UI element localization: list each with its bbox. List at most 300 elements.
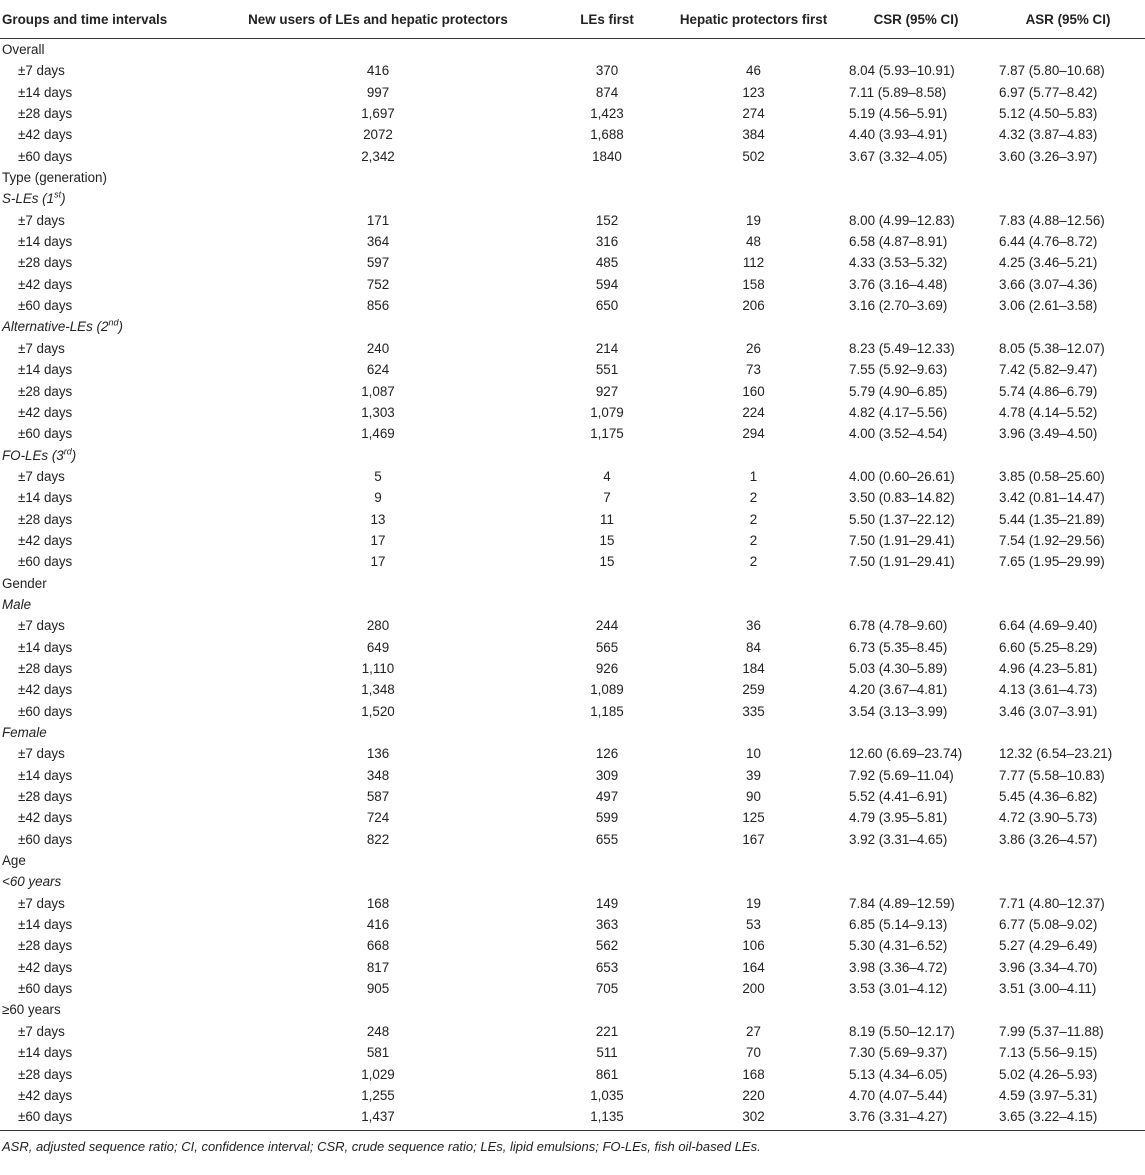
new-users: 136 xyxy=(366,746,390,762)
table-row xyxy=(0,509,1145,530)
subgroup-title-superscript: st xyxy=(54,189,62,200)
new-users: 1,087 xyxy=(361,383,395,399)
time-interval: ±14 days xyxy=(18,84,73,100)
csr-value: 6.73 (5.35–8.45) xyxy=(849,639,948,655)
hepatic-first: 224 xyxy=(742,404,765,420)
new-users: 17 xyxy=(370,532,386,548)
new-users: 1,110 xyxy=(361,660,395,676)
hepatic-first: 19 xyxy=(746,212,761,228)
time-interval: ±7 days xyxy=(18,340,65,356)
asr-value: 3.85 (0.58–25.60) xyxy=(999,468,1105,484)
time-interval: ±42 days xyxy=(18,404,73,420)
subgroup-header-row xyxy=(0,594,1145,615)
hepatic-first: 112 xyxy=(742,255,765,271)
les-first: 511 xyxy=(596,1045,618,1061)
les-first: 1,135 xyxy=(590,1109,624,1125)
les-first: 214 xyxy=(595,340,619,356)
new-users: 1,437 xyxy=(361,1109,395,1125)
les-first: 1,079 xyxy=(590,404,624,420)
csr-value: 5.50 (1.37–22.12) xyxy=(849,511,955,527)
new-users: 13 xyxy=(370,511,386,527)
group-title: Gender xyxy=(2,575,47,591)
hepatic-first: 158 xyxy=(742,276,765,292)
table-row xyxy=(0,423,1145,444)
new-users: 416 xyxy=(366,917,390,933)
time-interval: ±42 days xyxy=(18,532,73,548)
asr-value: 5.74 (4.86–6.79) xyxy=(999,383,1098,399)
table-row xyxy=(0,743,1145,764)
asr-value: 7.54 (1.92–29.56) xyxy=(999,532,1105,548)
group-title: Overall xyxy=(2,42,45,57)
asr-value: 5.44 (1.35–21.89) xyxy=(999,511,1105,527)
subgroup-title xyxy=(0,316,1145,337)
subgroup-title xyxy=(0,722,1145,743)
time-interval: ±42 days xyxy=(18,959,73,975)
table-footnote: ASR, adjusted sequence ratio; CI, confidence interval; CSR, crude sequence ratio; LEs, lipid emulsions; FO-LEs, fish oil-based LEs. xyxy=(2,1138,761,1154)
hepatic-first: 39 xyxy=(746,767,761,783)
hepatic-first: 26 xyxy=(746,340,761,356)
hepatic-first: 27 xyxy=(746,1023,761,1039)
time-interval: ±42 days xyxy=(18,682,73,698)
subgroup-header-row xyxy=(0,871,1145,892)
group-header-row xyxy=(0,167,1145,188)
time-interval: ±28 days xyxy=(18,383,73,399)
asr-value: 7.71 (4.80–12.37) xyxy=(999,895,1105,911)
table-row xyxy=(0,60,1145,81)
asr-value: 3.96 (3.34–4.70) xyxy=(999,959,1098,975)
table-row xyxy=(0,124,1145,145)
csr-value: 3.67 (3.32–4.05) xyxy=(849,148,948,164)
asr-value: 4.78 (4.14–5.52) xyxy=(999,404,1098,420)
csr-value: 3.76 (3.16–4.48) xyxy=(849,276,948,292)
table-row xyxy=(0,765,1145,786)
les-first: 11 xyxy=(600,511,614,527)
csr-value: 7.50 (1.91–29.41) xyxy=(849,554,955,570)
table-row xyxy=(0,466,1145,487)
table-body xyxy=(0,39,1145,1128)
table-row xyxy=(0,82,1145,103)
time-interval: ±28 days xyxy=(18,255,73,271)
table-row xyxy=(0,252,1145,273)
hepatic-first: 53 xyxy=(746,917,761,933)
table-row xyxy=(0,1106,1145,1127)
subgroup-header-row xyxy=(0,188,1145,209)
csr-value: 7.50 (1.91–29.41) xyxy=(849,532,955,548)
hepatic-first: 2 xyxy=(749,511,758,527)
csr-value: 5.79 (4.90–6.85) xyxy=(849,383,948,399)
time-interval: ±14 days xyxy=(18,1045,73,1061)
table-row xyxy=(0,1042,1145,1063)
new-users: 1,520 xyxy=(361,703,395,719)
new-users: 1,303 xyxy=(361,404,395,420)
hepatic-first: 1 xyxy=(749,468,758,484)
subgroup-header-row xyxy=(0,445,1145,466)
les-first: 1840 xyxy=(592,148,622,164)
new-users: 1,697 xyxy=(361,106,395,122)
hepatic-first: 302 xyxy=(742,1109,765,1125)
new-users: 856 xyxy=(366,298,390,314)
time-interval: ±60 days xyxy=(18,703,73,719)
asr-value: 4.59 (3.97–5.31) xyxy=(999,1087,1098,1103)
les-first: 316 xyxy=(595,234,619,250)
asr-value: 3.46 (3.07–3.91) xyxy=(999,703,1098,719)
subgroup-title-close: ) xyxy=(61,191,66,207)
new-users: 1,348 xyxy=(361,682,395,698)
hepatic-first: 123 xyxy=(742,84,765,100)
asr-value: 3.65 (3.22–4.15) xyxy=(999,1109,1098,1125)
asr-value: 7.83 (4.88–12.56) xyxy=(999,212,1105,228)
asr-value: 3.86 (3.26–4.57) xyxy=(999,831,1098,847)
csr-value: 7.30 (5.69–9.37) xyxy=(849,1045,948,1061)
csr-value: 4.79 (3.95–5.81) xyxy=(849,810,948,826)
header-csr: CSR (95% CI) xyxy=(841,0,991,39)
csr-value: 3.92 (3.31–4.65) xyxy=(849,831,948,847)
csr-value: 3.16 (2.70–3.69) xyxy=(849,298,948,314)
time-interval: ±28 days xyxy=(18,660,73,676)
new-users: 752 xyxy=(366,276,390,292)
time-interval: ±42 days xyxy=(18,276,73,292)
les-first: 565 xyxy=(595,639,619,655)
les-first: 562 xyxy=(595,938,619,954)
header-hepatic-first: Hepatic protectors first xyxy=(666,0,841,39)
subgroup-title-close: ) xyxy=(71,447,77,463)
hepatic-first: 48 xyxy=(746,234,761,250)
table-row xyxy=(0,146,1145,167)
subgroup-title xyxy=(0,445,1145,466)
new-users: 1,255 xyxy=(361,1087,395,1103)
time-interval: ±28 days xyxy=(18,1066,73,1082)
subgroup-title-text: <60 years xyxy=(2,874,62,890)
header-new-users: New users of LEs and hepatic protectors xyxy=(208,0,548,39)
time-interval: ±14 days xyxy=(18,234,73,250)
asr-value: 3.06 (2.61–3.58) xyxy=(999,298,1098,314)
new-users: 822 xyxy=(366,831,390,847)
csr-value: 7.11 (5.89–8.58) xyxy=(849,84,947,100)
hepatic-first: 2 xyxy=(749,490,758,506)
hepatic-first: 10 xyxy=(746,746,761,762)
new-users: 649 xyxy=(366,639,390,655)
table-row xyxy=(0,679,1145,700)
time-interval: ±28 days xyxy=(18,106,73,122)
les-first: 1,089 xyxy=(590,682,624,698)
csr-value: 8.00 (4.99–12.83) xyxy=(849,212,955,228)
time-interval: ±14 days xyxy=(18,362,73,378)
csr-value: 5.30 (4.31–6.52) xyxy=(849,938,948,954)
hepatic-first: 206 xyxy=(742,298,765,314)
asr-value: 5.12 (4.50–5.83) xyxy=(999,106,1098,122)
csr-value: 8.19 (5.50–12.17) xyxy=(849,1023,955,1039)
les-first: 551 xyxy=(595,362,619,378)
asr-value: 3.51 (3.00–4.11) xyxy=(999,981,1097,997)
csr-value: 4.82 (4.17–5.56) xyxy=(849,404,948,420)
new-users: 817 xyxy=(366,959,390,975)
subgroup-title-superscript: rd xyxy=(63,446,72,457)
table-row xyxy=(0,530,1145,551)
time-interval: ±42 days xyxy=(18,127,73,143)
les-first: 7 xyxy=(603,490,611,506)
time-interval: ±14 days xyxy=(18,917,73,933)
asr-value: 6.60 (5.25–8.29) xyxy=(999,639,1098,655)
asr-value: 5.02 (4.26–5.93) xyxy=(999,1066,1098,1082)
new-users: 17 xyxy=(370,554,386,570)
les-first: 363 xyxy=(595,917,619,933)
new-users: 724 xyxy=(366,810,390,826)
asr-value: 3.66 (3.07–4.36) xyxy=(999,276,1098,292)
subgroup-title xyxy=(0,188,1145,209)
table-row xyxy=(0,978,1145,999)
csr-value: 5.52 (4.41–6.91) xyxy=(849,789,948,805)
les-first: 15 xyxy=(599,554,615,570)
subgroup-header-row xyxy=(0,316,1145,337)
new-users: 9 xyxy=(374,490,382,506)
time-interval: ±7 days xyxy=(18,746,65,762)
les-first: 650 xyxy=(595,298,619,314)
header-groups: Groups and time intervals xyxy=(0,0,208,39)
subgroup-title xyxy=(0,594,1145,615)
time-interval: ±60 days xyxy=(18,426,73,442)
new-users: 5 xyxy=(374,468,382,484)
csr-value: 7.84 (4.89–12.59) xyxy=(849,895,955,911)
asr-value: 5.27 (4.29–6.49) xyxy=(999,938,1098,954)
hepatic-first: 200 xyxy=(742,981,765,997)
table-row xyxy=(0,637,1145,658)
hepatic-first: 90 xyxy=(746,789,761,805)
asr-value: 7.77 (5.58–10.83) xyxy=(999,767,1105,783)
les-first: 221 xyxy=(595,1023,619,1039)
new-users: 280 xyxy=(366,618,390,634)
new-users: 1,469 xyxy=(361,426,395,442)
new-users: 1,029 xyxy=(361,1066,395,1082)
les-first: 927 xyxy=(595,383,619,399)
subgroup-title-superscript: nd xyxy=(108,318,119,328)
subgroup-header-row xyxy=(0,722,1145,743)
time-interval: ±7 days xyxy=(18,1023,65,1039)
asr-value: 12.32 (6.54–23.21) xyxy=(999,746,1113,762)
table-row xyxy=(0,359,1145,380)
table-row xyxy=(0,829,1145,850)
csr-value: 8.04 (5.93–10.91) xyxy=(849,63,955,79)
hepatic-first: 2 xyxy=(749,554,758,570)
hepatic-first: 84 xyxy=(746,639,761,655)
group-header-row xyxy=(0,39,1145,61)
table-row xyxy=(0,402,1145,423)
les-first: 309 xyxy=(595,767,619,783)
les-first: 244 xyxy=(595,618,619,634)
csr-value: 8.23 (5.49–12.33) xyxy=(849,340,955,356)
group-title: Age xyxy=(2,853,26,869)
csr-value: 5.13 (4.34–6.05) xyxy=(849,1066,948,1082)
asr-value: 6.97 (5.77–8.42) xyxy=(999,84,1098,100)
subgroup-header-row xyxy=(0,999,1145,1020)
les-first: 655 xyxy=(595,831,619,847)
csr-value: 4.33 (3.53–5.32) xyxy=(849,255,948,271)
hepatic-first: 125 xyxy=(742,810,765,826)
time-interval: ±42 days xyxy=(18,1087,73,1103)
csr-value: 4.70 (4.07–5.44) xyxy=(849,1087,948,1103)
time-interval: ±60 days xyxy=(18,298,73,314)
time-interval: ±7 days xyxy=(18,63,65,79)
csr-value: 3.53 (3.01–4.12) xyxy=(849,981,948,997)
table-row xyxy=(0,551,1145,572)
les-first: 4 xyxy=(603,468,611,484)
csr-value: 3.54 (3.13–3.99) xyxy=(849,703,948,719)
asr-value: 3.42 (0.81–14.47) xyxy=(999,490,1105,506)
table-row xyxy=(0,701,1145,722)
time-interval: ±7 days xyxy=(18,895,65,911)
asr-value: 7.42 (5.82–9.47) xyxy=(999,362,1098,378)
new-users: 587 xyxy=(366,789,390,805)
asr-value: 4.25 (3.46–5.21) xyxy=(999,255,1098,271)
hepatic-first: 19 xyxy=(746,895,761,911)
time-interval: ±60 days xyxy=(18,148,73,164)
csr-value: 12.60 (6.69–23.74) xyxy=(849,746,963,762)
csr-value: 4.20 (3.67–4.81) xyxy=(849,682,948,698)
subgroup-title-text: S-LEs (1 xyxy=(2,191,55,207)
table-row xyxy=(0,295,1145,316)
hepatic-first: 73 xyxy=(746,362,761,378)
table-row xyxy=(0,1021,1145,1042)
les-first: 497 xyxy=(595,789,619,805)
asr-value: 5.45 (4.36–6.82) xyxy=(999,789,1098,805)
les-first: 1,185 xyxy=(590,703,624,719)
hepatic-first: 259 xyxy=(742,682,765,698)
table-row xyxy=(0,658,1145,679)
les-first: 370 xyxy=(595,63,619,79)
subgroup-title-text: Male xyxy=(2,596,32,612)
hepatic-first: 106 xyxy=(742,938,765,954)
time-interval: ±7 days xyxy=(18,468,65,484)
asr-value: 7.13 (5.56–9.15) xyxy=(999,1045,1098,1061)
table-row xyxy=(0,893,1145,914)
table-row xyxy=(0,381,1145,402)
les-first: 705 xyxy=(595,981,619,997)
hepatic-first: 220 xyxy=(742,1087,765,1103)
hepatic-first: 36 xyxy=(746,618,761,634)
csr-value: 3.50 (0.83–14.82) xyxy=(849,490,955,506)
new-users: 905 xyxy=(366,981,390,997)
csr-value: 3.98 (3.36–4.72) xyxy=(849,959,948,975)
hepatic-first: 184 xyxy=(742,660,765,676)
table-row xyxy=(0,1064,1145,1085)
les-first: 126 xyxy=(595,746,619,762)
hepatic-first: 294 xyxy=(742,426,765,442)
new-users: 668 xyxy=(366,938,390,954)
hepatic-first: 168 xyxy=(742,1066,765,1082)
hepatic-first: 167 xyxy=(742,831,765,847)
new-users: 416 xyxy=(366,63,390,79)
subgroup-title-text: FO-LEs (3 xyxy=(2,447,64,463)
les-first: 653 xyxy=(595,959,619,975)
subgroup-title-text: Female xyxy=(2,725,47,740)
table-row xyxy=(0,807,1145,828)
les-first: 926 xyxy=(595,660,619,676)
table-row xyxy=(0,935,1145,956)
new-users: 348 xyxy=(366,767,390,783)
csr-value: 6.85 (5.14–9.13) xyxy=(849,917,948,933)
new-users: 240 xyxy=(366,340,390,356)
asr-value: 3.60 (3.26–3.97) xyxy=(999,148,1098,164)
hepatic-first: 160 xyxy=(742,383,765,399)
time-interval: ±28 days xyxy=(18,938,73,954)
les-first: 485 xyxy=(595,255,619,271)
subgroup-title-text: Alternative-LEs (2 xyxy=(2,319,109,335)
table-row xyxy=(0,338,1145,359)
new-users: 171 xyxy=(366,212,390,228)
time-interval: ±60 days xyxy=(18,1109,73,1125)
group-header-row xyxy=(0,573,1145,594)
les-first: 1,175 xyxy=(590,426,624,442)
les-first: 594 xyxy=(595,276,619,292)
csr-value: 4.00 (3.52–4.54) xyxy=(849,426,948,442)
subgroup-title xyxy=(0,871,1145,892)
time-interval: ±28 days xyxy=(18,511,73,527)
hepatic-first: 2 xyxy=(749,532,758,548)
table-row xyxy=(0,957,1145,978)
time-interval: ±7 days xyxy=(18,618,65,634)
time-interval: ±42 days xyxy=(18,810,73,826)
hepatic-first: 164 xyxy=(742,959,765,975)
group-title: Type (generation) xyxy=(2,170,107,186)
csr-value: 6.78 (4.78–9.60) xyxy=(849,618,948,634)
csr-value: 5.19 (4.56–5.91) xyxy=(849,106,948,122)
les-first: 152 xyxy=(595,212,619,228)
table-row xyxy=(0,210,1145,231)
csr-value: 6.58 (4.87–8.91) xyxy=(849,234,948,250)
new-users: 597 xyxy=(366,255,390,271)
csr-value: 7.92 (5.69–11.04) xyxy=(849,767,954,783)
asr-value: 7.99 (5.37–11.88) xyxy=(999,1023,1104,1039)
table-row xyxy=(0,1085,1145,1106)
asr-value: 8.05 (5.38–12.07) xyxy=(999,340,1105,356)
asr-value: 4.13 (3.61–4.73) xyxy=(999,682,1098,698)
csr-value: 5.03 (4.30–5.89) xyxy=(849,660,948,676)
asr-value: 6.44 (4.76–8.72) xyxy=(999,234,1098,250)
table-row xyxy=(0,487,1145,508)
hepatic-first: 46 xyxy=(746,63,761,79)
table-row xyxy=(0,914,1145,935)
time-interval: ±14 days xyxy=(18,639,73,655)
les-first: 861 xyxy=(595,1066,619,1082)
time-interval: ±28 days xyxy=(18,789,73,805)
new-users: 2072 xyxy=(363,127,393,143)
subgroup-title-text: ≥60 years xyxy=(2,1002,61,1018)
new-users: 364 xyxy=(366,234,390,250)
csr-value: 4.00 (0.60–26.61) xyxy=(849,468,955,484)
csr-value: 3.76 (3.31–4.27) xyxy=(849,1109,948,1125)
header-les-first: LEs first xyxy=(548,0,666,39)
hepatic-first: 70 xyxy=(746,1045,761,1061)
time-interval: ±60 days xyxy=(18,981,73,997)
new-users: 248 xyxy=(366,1023,390,1039)
table-row xyxy=(0,615,1145,636)
asr-value: 7.65 (1.95–29.99) xyxy=(999,554,1105,570)
les-first: 149 xyxy=(595,895,619,911)
time-interval: ±14 days xyxy=(18,767,73,783)
les-first: 1,035 xyxy=(590,1087,624,1103)
csr-value: 7.55 (5.92–9.63) xyxy=(849,362,948,378)
asr-value: 4.72 (3.90–5.73) xyxy=(999,810,1098,826)
asr-value: 4.96 (4.23–5.81) xyxy=(999,660,1098,676)
asr-value: 6.64 (4.69–9.40) xyxy=(999,618,1098,634)
new-users: 581 xyxy=(366,1045,390,1061)
group-header-row xyxy=(0,850,1145,871)
table-row xyxy=(0,274,1145,295)
new-users: 168 xyxy=(366,895,390,911)
new-users: 2,342 xyxy=(361,148,395,164)
table-row xyxy=(0,103,1145,124)
table-header-row xyxy=(0,0,1145,39)
asr-value: 4.32 (3.87–4.83) xyxy=(999,127,1098,143)
